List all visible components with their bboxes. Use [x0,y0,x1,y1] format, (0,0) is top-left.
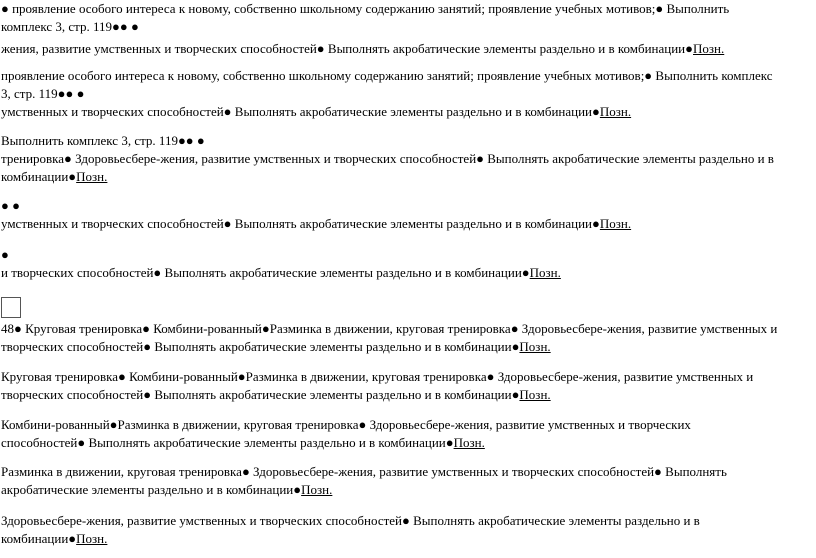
text-block-7 [1,368,813,404]
pozn-link[interactable]: Позн. [599,104,632,119]
pozn-link[interactable]: Позн. [599,216,632,231]
text-block-2 [1,67,813,121]
text-block-4 [1,197,813,233]
text-line: и творческих способностей● Выполнять акробатические элементы раздельно и в комбинации●Позн. [1,265,561,280]
text-line: умственных и творческих способностей● Выполнять акробатические элементы раздельно и в комбинации●Позн. [1,216,632,231]
text-line: Здоровьесбере-жения, развитие умственных и творческих способностей● Выполнять акробатические элементы раздельно и в [1,513,700,528]
text-line: ● [1,247,9,262]
text-line: умственных и творческих способностей● Выполнять акробатические элементы раздельно и в комбинации●Позн. [1,104,632,119]
text-line: Комбини-рованный●Разминка в движении, круговая тренировка● Здоровьесбере-жения, развитие умственных и творческих [1,417,691,432]
text-block-8 [1,416,813,452]
text-block-6 [1,320,813,356]
text-line: проявление особого интереса к новому, собственно школьному содержанию занятий; проявление учебных мотивов;● Выполнить комплекс [1,68,773,83]
text-line: творческих способностей● Выполнять акробатические элементы раздельно и в комбинации●Позн. [1,387,551,402]
text-line: способностей● Выполнять акробатические элементы раздельно и в комбинации●Позн. [1,435,485,450]
text-line: Выполнить комплекс 3, стр. 119●● ● [1,133,205,148]
pozn-link[interactable]: Позн. [693,41,725,56]
pozn-link[interactable]: Позн. [453,435,485,450]
pozn-link[interactable]: Позн. [519,387,551,402]
text-line: комплекс 3, стр. 119●● ● [1,19,139,34]
text-line: творческих способностей● Выполнять акробатические элементы раздельно и в комбинации●Позн. [1,339,551,354]
text-line: жения, развитие умственных и творческих способностей● Выполнять акробатические элементы раздельно и в комбинации●Позн. [1,41,725,56]
text-line: 3, стр. 119●● ● [1,86,85,101]
text-line: 48● Круговая тренировка● Комбини-рованный●Разминка в движении, круговая тренировка● Здоровьесбере-жения, развитие умственных и [1,321,778,336]
text-line: комбинации●Позн. [1,531,108,546]
pozn-link[interactable]: Позн. [529,265,561,280]
text-line: ● проявление особого интереса к новому, собственно школьному содержанию занятий; проявление учебных мотивов;● Выполнить [1,1,730,16]
text-line: комбинации●Позн. [1,169,108,184]
text-line: акробатические элементы раздельно и в комбинации●Позн. [1,482,333,497]
pozn-link[interactable]: Позн. [519,339,551,354]
pozn-link[interactable]: Позн. [76,169,108,184]
text-block-5 [1,246,813,282]
text-line: тренировка● Здоровьесбере-жения, развитие умственных и творческих способностей● Выполнять акробатические элементы раздельно и в [1,151,774,166]
text-block-3 [1,132,813,186]
text-line: ● ● [1,198,20,213]
pozn-link[interactable]: Позн. [301,482,333,497]
text-block-9 [1,463,813,499]
text-block-10 [1,512,813,548]
text-block-1 [1,0,813,58]
empty-cell-box [1,297,21,318]
text-line: Разминка в движении, круговая тренировка● Здоровьесбере-жения, развитие умственных и творческих способностей● Выполнять [1,464,727,479]
text-line: Круговая тренировка● Комбини-рованный●Разминка в движении, круговая тренировка● Здоровьесбере-жения, развитие умственных и [1,369,754,384]
pozn-link[interactable]: Позн. [76,531,108,546]
